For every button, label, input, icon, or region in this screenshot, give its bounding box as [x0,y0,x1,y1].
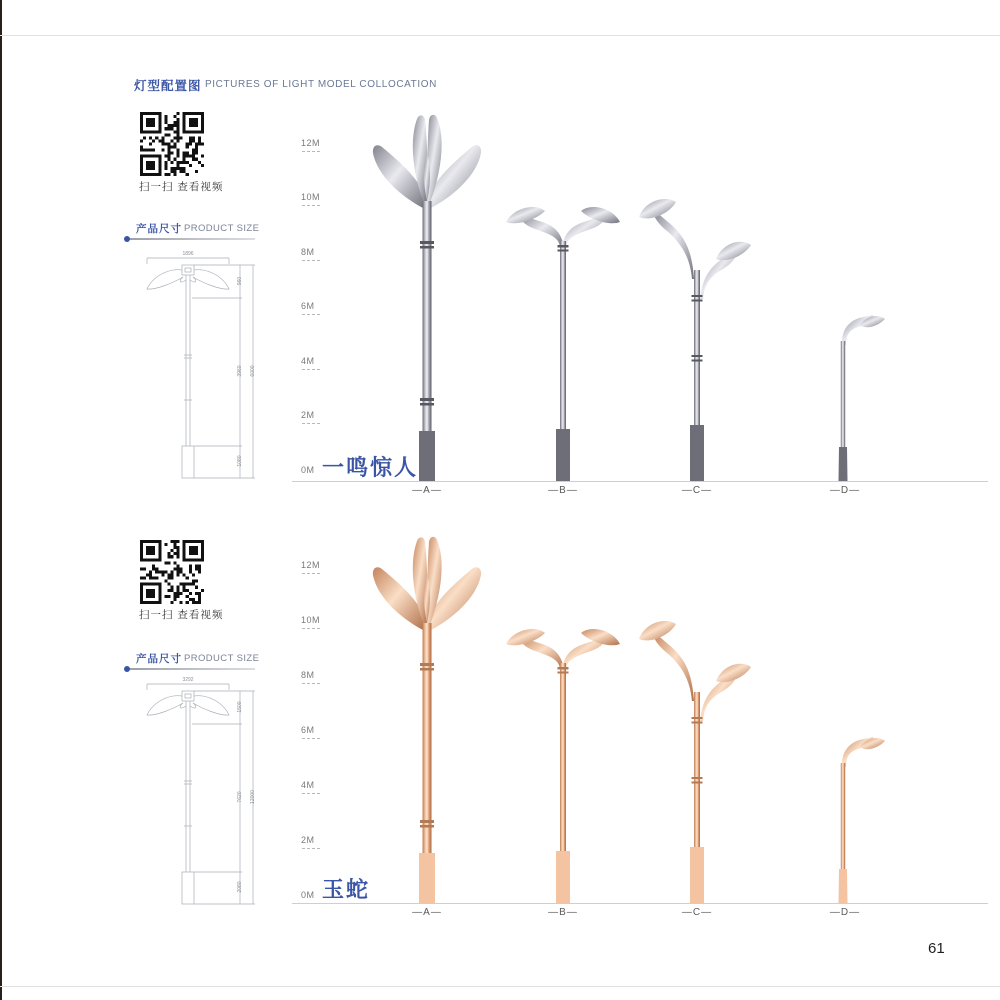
lamp-figure-c [637,195,757,481]
product-size-dot [124,236,130,242]
lamp-label: —A— [412,907,442,918]
height-scale-label: 6M [301,301,315,311]
product-size-title-en: PRODUCT SIZE [184,653,260,664]
lamp-figure-c [637,617,757,903]
scale-tick [302,314,320,315]
lamp-label: —B— [548,485,578,496]
scale-tick [302,205,320,206]
product-size-title-zh: 产品尺寸 [136,223,182,235]
lamp-figure-a [367,535,487,903]
top-rule [0,35,1000,36]
dimension-drawing [136,250,261,490]
dim-width-label: 3292 [182,677,194,683]
height-scale-label: 2M [301,410,315,420]
product-size-title-en: PRODUCT SIZE [184,223,260,234]
bottom-rule [0,986,1000,987]
qr-code [140,540,204,604]
height-scale-label: 4M [301,356,315,366]
lamp-label: —C— [681,485,713,496]
scale-tick [302,423,320,424]
height-scale-label: 2M [301,835,315,845]
scale-tick [302,260,320,261]
dim-lower-label: 2080 [237,881,243,893]
product-name: 玉蛇 [322,877,371,902]
lamp-figure-b [498,617,628,903]
qr-caption: 扫一扫 查看视频 [139,609,224,621]
lamp-label: —C— [681,907,713,918]
height-scale-label: 12M [301,138,321,148]
product-size-title-zh: 产品尺寸 [136,653,182,665]
qr-caption: 扫一扫 查看视频 [139,181,224,193]
scale-tick [302,793,320,794]
dim-lower-label: 1080 [237,455,243,467]
lamp-figure-a [367,113,487,481]
dimension-drawing [136,676,261,916]
lamp-label: —A— [412,485,442,496]
chart-baseline [292,903,988,904]
height-scale-label: 4M [301,780,315,790]
height-scale-label: 0M [301,465,315,475]
lamp-figure-b [498,195,628,481]
height-scale-label: 8M [301,670,315,680]
lamp-figure-d [819,313,889,481]
product-size-underline [127,668,255,670]
height-scale-label: 8M [301,247,315,257]
page-number: 61 [928,940,945,957]
dim-middle-label: 3960 [237,365,243,377]
dim-upper-label: 960 [237,276,243,286]
page-left-edge [0,0,2,1000]
scale-tick [302,738,320,739]
height-scale-label: 12M [301,560,321,570]
dim-middle-label: 7620 [237,791,243,803]
height-scale-label: 10M [301,615,321,625]
lamp-label: —D— [829,485,861,496]
scale-tick [302,151,320,152]
dim-total-label: 6000 [250,365,256,377]
page-title-en: PICTURES OF LIGHT MODEL COLLOCATION [205,79,437,90]
height-scale-label: 0M [301,890,315,900]
page-title-zh: 灯型配置图 [134,79,202,93]
product-size-dot [124,666,130,672]
lamp-label: —D— [829,907,861,918]
height-scale-label: 6M [301,725,315,735]
lamp-label: —B— [548,907,578,918]
qr-code [140,112,204,176]
height-scale-label: 10M [301,192,321,202]
dim-total-label: 12000 [250,790,256,804]
scale-tick [302,573,320,574]
dim-width-label: 1896 [182,251,194,257]
scale-tick [302,848,320,849]
lamp-figure-d [819,735,889,903]
scale-tick [302,628,320,629]
dim-upper-label: 1500 [237,701,243,713]
scale-tick [302,369,320,370]
scale-tick [302,683,320,684]
product-size-underline [127,238,255,240]
product-name: 一鸣惊人 [322,455,419,480]
